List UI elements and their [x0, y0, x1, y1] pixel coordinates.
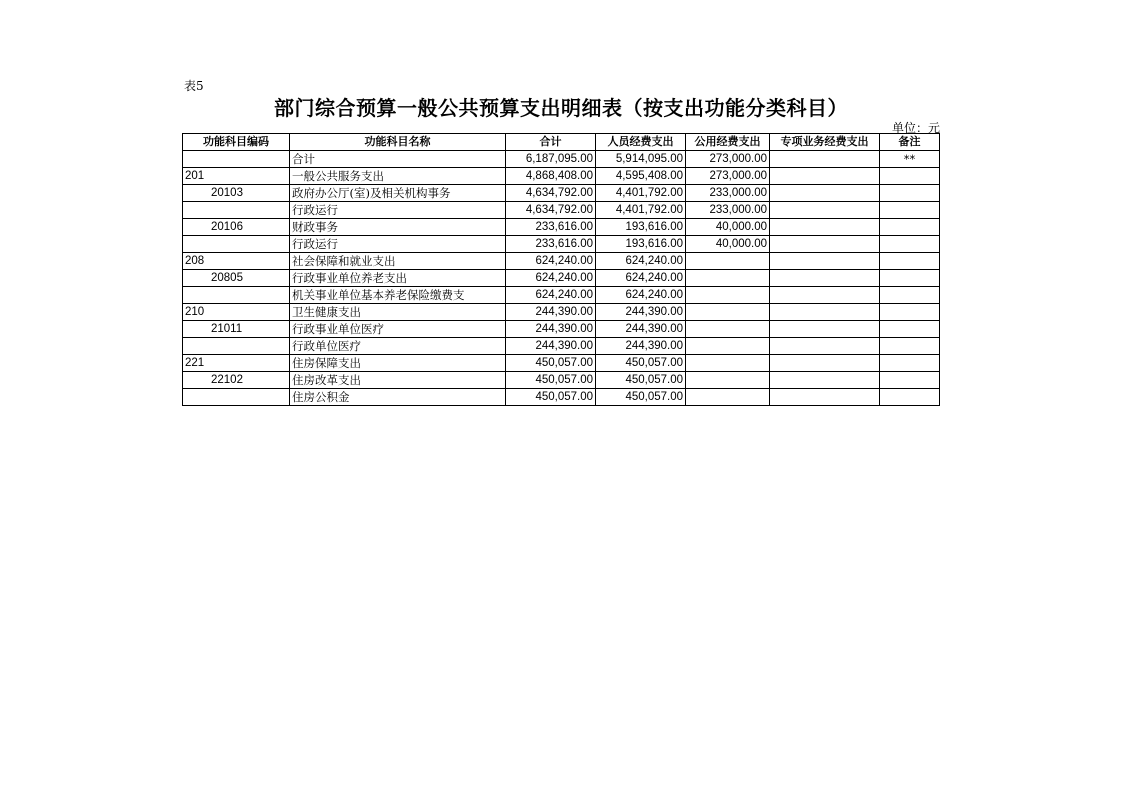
cell-special [770, 389, 880, 406]
cell-total: 233,616.00 [506, 219, 596, 236]
cell-name: 行政事业单位医疗 [290, 321, 506, 338]
cell-code [183, 151, 290, 168]
cell-note [880, 372, 940, 389]
table-row [183, 270, 940, 287]
cell-personnel: 4,595,408.00 [596, 168, 686, 185]
cell-name: 卫生健康支出 [290, 304, 506, 321]
cell-personnel: 5,914,095.00 [596, 151, 686, 168]
cell-code: 210 [183, 304, 290, 321]
cell-personnel: 624,240.00 [596, 270, 686, 287]
table-row [183, 389, 940, 406]
cell-note: ** [880, 151, 940, 168]
table-row [183, 185, 940, 202]
cell-total: 450,057.00 [506, 355, 596, 372]
cell-special [770, 151, 880, 168]
table-row [183, 253, 940, 270]
cell-name: 政府办公厅(室)及相关机构事务 [290, 185, 506, 202]
cell-total: 4,634,792.00 [506, 185, 596, 202]
cell-total: 6,187,095.00 [506, 151, 596, 168]
cell-name: 行政单位医疗 [290, 338, 506, 355]
cell-special [770, 219, 880, 236]
cell-total: 244,390.00 [506, 321, 596, 338]
cell-code: 21011 [183, 321, 290, 338]
cell-name: 社会保障和就业支出 [290, 253, 506, 270]
cell-name: 行政运行 [290, 202, 506, 219]
cell-public [686, 321, 770, 338]
cell-public: 40,000.00 [686, 219, 770, 236]
cell-special [770, 270, 880, 287]
cell-special [770, 372, 880, 389]
cell-special [770, 185, 880, 202]
cell-special [770, 304, 880, 321]
cell-public: 40,000.00 [686, 236, 770, 253]
cell-code: 221 [183, 355, 290, 372]
table-number-label: 表5 [184, 79, 204, 93]
cell-note [880, 287, 940, 304]
cell-public [686, 389, 770, 406]
cell-name: 合计 [290, 151, 506, 168]
cell-public [686, 372, 770, 389]
cell-public: 233,000.00 [686, 202, 770, 219]
cell-public [686, 355, 770, 372]
cell-total: 450,057.00 [506, 389, 596, 406]
cell-personnel: 193,616.00 [596, 219, 686, 236]
cell-public: 273,000.00 [686, 151, 770, 168]
cell-personnel: 244,390.00 [596, 321, 686, 338]
header-total: 合计 [506, 134, 596, 151]
cell-personnel: 244,390.00 [596, 338, 686, 355]
table-row [183, 304, 940, 321]
cell-personnel: 450,057.00 [596, 389, 686, 406]
header-public: 公用经费支出 [686, 134, 770, 151]
cell-note [880, 236, 940, 253]
cell-code: 20103 [183, 185, 290, 202]
cell-personnel: 4,401,792.00 [596, 185, 686, 202]
cell-total: 624,240.00 [506, 287, 596, 304]
cell-note [880, 168, 940, 185]
cell-note [880, 304, 940, 321]
cell-personnel: 450,057.00 [596, 372, 686, 389]
cell-public [686, 287, 770, 304]
cell-special [770, 253, 880, 270]
table-header-row [183, 134, 940, 151]
cell-note [880, 338, 940, 355]
table-row [183, 236, 940, 253]
cell-note [880, 270, 940, 287]
cell-name: 行政事业单位养老支出 [290, 270, 506, 287]
cell-personnel: 450,057.00 [596, 355, 686, 372]
cell-note [880, 253, 940, 270]
cell-code: 20106 [183, 219, 290, 236]
cell-total: 624,240.00 [506, 253, 596, 270]
cell-public [686, 270, 770, 287]
document-title: 部门综合预算一般公共预算支出明细表（按支出功能分类科目） [274, 96, 848, 120]
cell-note [880, 202, 940, 219]
table-row [183, 287, 940, 304]
table-row [183, 355, 940, 372]
cell-name: 住房改革支出 [290, 372, 506, 389]
header-note: 备注 [880, 134, 940, 151]
cell-public: 233,000.00 [686, 185, 770, 202]
cell-special [770, 236, 880, 253]
cell-note [880, 321, 940, 338]
table-row [183, 151, 940, 168]
cell-total: 624,240.00 [506, 270, 596, 287]
table-row [183, 202, 940, 219]
cell-total: 244,390.00 [506, 304, 596, 321]
unit-label: 单位：元 [891, 121, 940, 135]
cell-personnel: 624,240.00 [596, 253, 686, 270]
cell-code: 208 [183, 253, 290, 270]
cell-public [686, 253, 770, 270]
cell-personnel: 244,390.00 [596, 304, 686, 321]
cell-code: 22102 [183, 372, 290, 389]
cell-special [770, 321, 880, 338]
cell-special [770, 338, 880, 355]
cell-name: 行政运行 [290, 236, 506, 253]
cell-special [770, 168, 880, 185]
header-special: 专项业务经费支出 [770, 134, 880, 151]
expenditure-detail-table [182, 133, 940, 406]
table-row [183, 321, 940, 338]
cell-note [880, 389, 940, 406]
cell-code [183, 287, 290, 304]
cell-name: 住房保障支出 [290, 355, 506, 372]
table-row [183, 168, 940, 185]
table-body [183, 151, 940, 406]
cell-personnel: 193,616.00 [596, 236, 686, 253]
header-personnel: 人员经费支出 [596, 134, 686, 151]
cell-code: 201 [183, 168, 290, 185]
cell-public: 273,000.00 [686, 168, 770, 185]
table-row [183, 219, 940, 236]
cell-special [770, 202, 880, 219]
table-row [183, 338, 940, 355]
cell-public [686, 304, 770, 321]
cell-code [183, 338, 290, 355]
cell-code [183, 202, 290, 219]
cell-name: 一般公共服务支出 [290, 168, 506, 185]
cell-total: 4,634,792.00 [506, 202, 596, 219]
cell-name: 住房公积金 [290, 389, 506, 406]
cell-personnel: 624,240.00 [596, 287, 686, 304]
cell-personnel: 4,401,792.00 [596, 202, 686, 219]
cell-total: 450,057.00 [506, 372, 596, 389]
cell-note [880, 185, 940, 202]
header-name: 功能科目名称 [290, 134, 506, 151]
cell-code [183, 389, 290, 406]
cell-special [770, 287, 880, 304]
cell-name: 机关事业单位基本养老保险缴费支 [290, 287, 506, 304]
cell-note [880, 219, 940, 236]
cell-total: 4,868,408.00 [506, 168, 596, 185]
table-row [183, 372, 940, 389]
cell-total: 244,390.00 [506, 338, 596, 355]
cell-public [686, 338, 770, 355]
cell-note [880, 355, 940, 372]
cell-special [770, 355, 880, 372]
cell-code: 20805 [183, 270, 290, 287]
cell-total: 233,616.00 [506, 236, 596, 253]
cell-code [183, 236, 290, 253]
header-code: 功能科目编码 [183, 134, 290, 151]
cell-name: 财政事务 [290, 219, 506, 236]
